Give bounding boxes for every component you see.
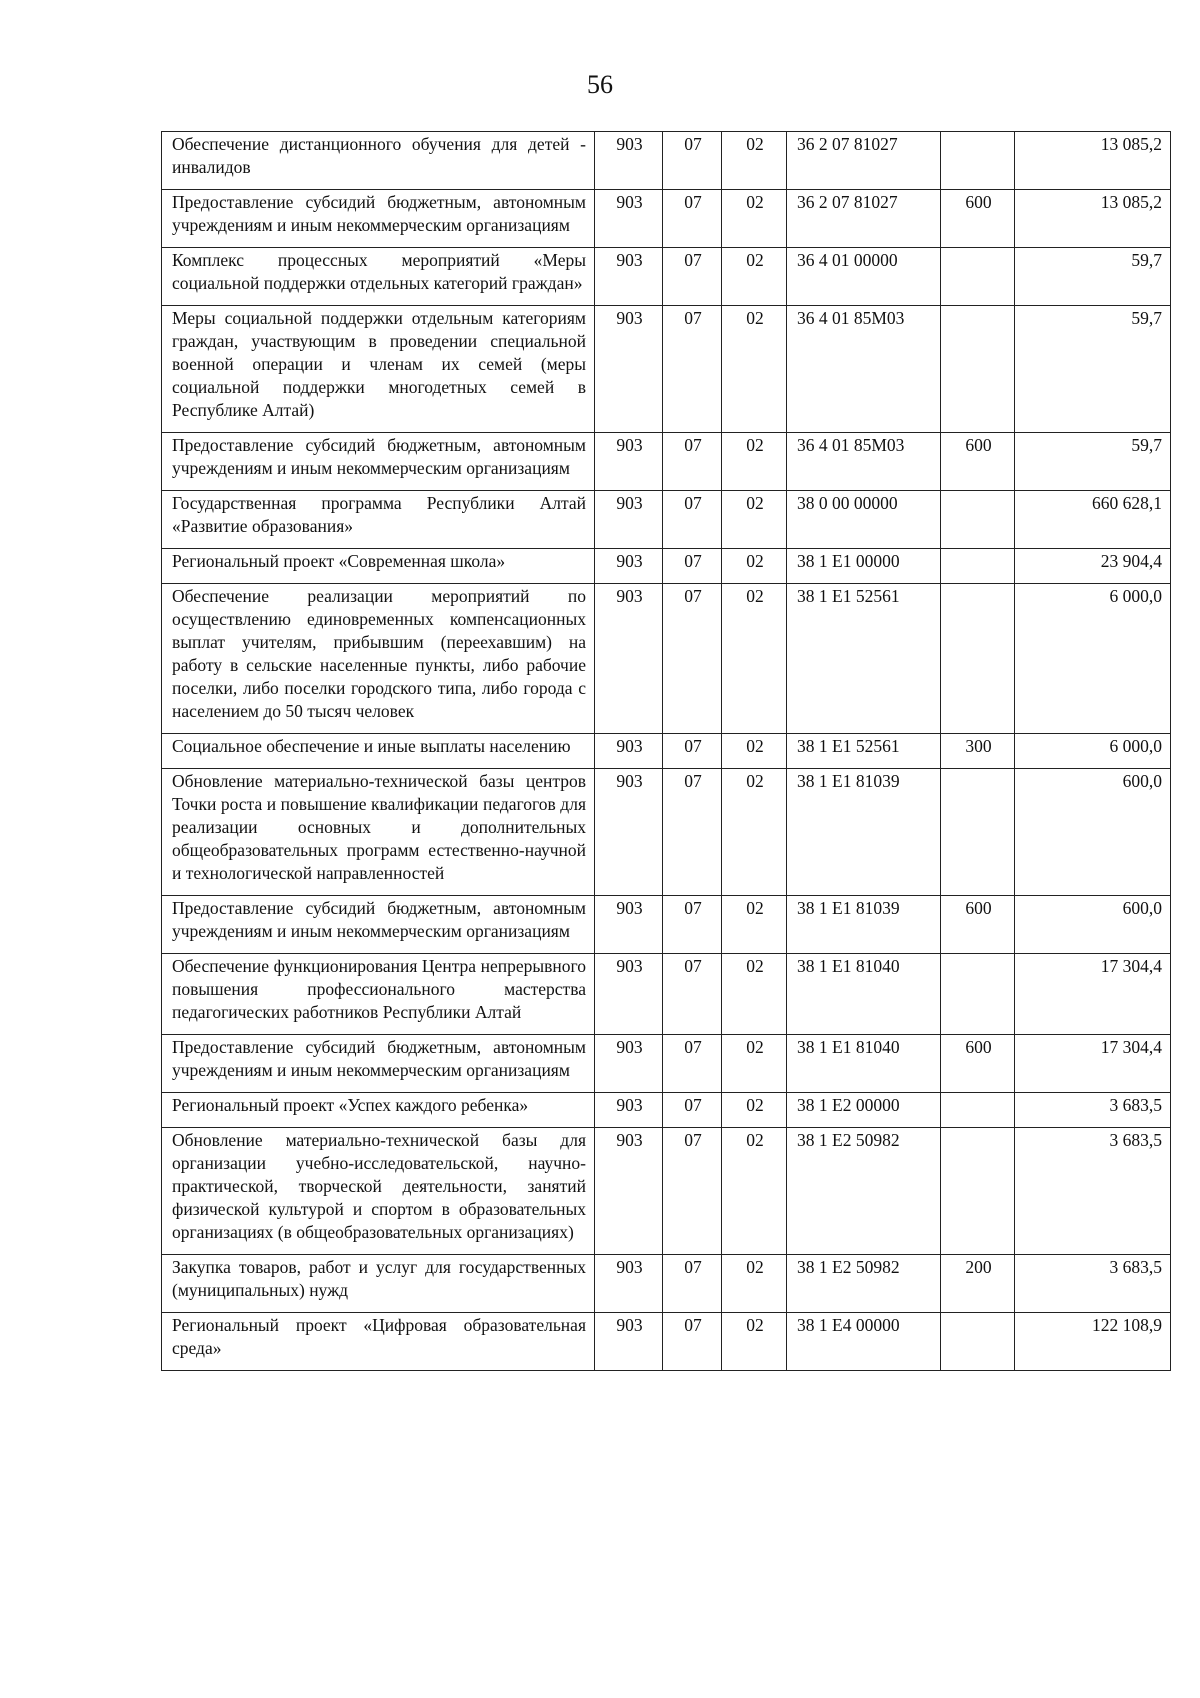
subsection-code-cell: 02 (722, 248, 787, 306)
target-article-cell: 38 1 Е1 00000 (787, 549, 941, 584)
expense-type-cell (941, 306, 1015, 433)
ministry-code-cell: 903 (595, 190, 663, 248)
amount-cell: 3 683,5 (1015, 1255, 1171, 1313)
table-row (162, 1093, 1171, 1128)
amount-cell: 600,0 (1015, 896, 1171, 954)
ministry-code-cell: 903 (595, 1313, 663, 1371)
table-row (162, 1255, 1171, 1313)
ministry-code-cell: 903 (595, 1035, 663, 1093)
table-row (162, 549, 1171, 584)
row-name-cell: Обеспечение дистанционного обучения для детей - инвалидов (162, 132, 595, 190)
section-code-cell: 07 (663, 132, 722, 190)
ministry-code-cell: 903 (595, 896, 663, 954)
amount-cell: 59,7 (1015, 306, 1171, 433)
table-row (162, 954, 1171, 1035)
expense-type-cell (941, 769, 1015, 896)
expense-type-cell (941, 491, 1015, 549)
amount-cell: 600,0 (1015, 769, 1171, 896)
target-article-cell: 36 2 07 81027 (787, 190, 941, 248)
target-article-cell: 38 1 Е1 81040 (787, 1035, 941, 1093)
amount-cell: 13 085,2 (1015, 132, 1171, 190)
section-code-cell: 07 (663, 1255, 722, 1313)
amount-cell: 6 000,0 (1015, 734, 1171, 769)
table-row (162, 190, 1171, 248)
budget-table (161, 131, 1171, 1371)
subsection-code-cell: 02 (722, 433, 787, 491)
table-row (162, 491, 1171, 549)
expense-type-cell (941, 584, 1015, 734)
row-name-cell: Региональный проект «Успех каждого ребенка» (162, 1093, 595, 1128)
section-code-cell: 07 (663, 1035, 722, 1093)
row-name-cell: Комплекс процессных мероприятий «Меры социальной поддержки отдельных категорий граждан» (162, 248, 595, 306)
subsection-code-cell: 02 (722, 491, 787, 549)
subsection-code-cell: 02 (722, 190, 787, 248)
section-code-cell: 07 (663, 549, 722, 584)
ministry-code-cell: 903 (595, 954, 663, 1035)
subsection-code-cell: 02 (722, 954, 787, 1035)
section-code-cell: 07 (663, 433, 722, 491)
row-name-cell: Закупка товаров, работ и услуг для государственных (муниципальных) нужд (162, 1255, 595, 1313)
amount-cell: 3 683,5 (1015, 1093, 1171, 1128)
row-name-cell: Обновление материально-технической базы центров Точки роста и повышение квалификации педагогов для реализации основных и дополнительных общеобразовательных программ естественно-научной и технологической направленностей (162, 769, 595, 896)
row-name-cell: Региональный проект «Цифровая образовательная среда» (162, 1313, 595, 1371)
subsection-code-cell: 02 (722, 306, 787, 433)
row-name-cell: Предоставление субсидий бюджетным, автономным учреждениям и иным некоммерческим организациям (162, 1035, 595, 1093)
section-code-cell: 07 (663, 491, 722, 549)
table-row (162, 1128, 1171, 1255)
expense-type-cell (941, 132, 1015, 190)
section-code-cell: 07 (663, 954, 722, 1035)
subsection-code-cell: 02 (722, 132, 787, 190)
target-article-cell: 38 1 Е1 52561 (787, 584, 941, 734)
amount-cell: 59,7 (1015, 433, 1171, 491)
amount-cell: 23 904,4 (1015, 549, 1171, 584)
row-name-cell: Социальное обеспечение и иные выплаты населению (162, 734, 595, 769)
expense-type-cell (941, 1128, 1015, 1255)
section-code-cell: 07 (663, 1313, 722, 1371)
target-article-cell: 38 1 Е1 52561 (787, 734, 941, 769)
target-article-cell: 38 1 Е4 00000 (787, 1313, 941, 1371)
section-code-cell: 07 (663, 769, 722, 896)
expense-type-cell: 600 (941, 433, 1015, 491)
section-code-cell: 07 (663, 190, 722, 248)
section-code-cell: 07 (663, 1093, 722, 1128)
target-article-cell: 38 1 Е1 81040 (787, 954, 941, 1035)
row-name-cell: Предоставление субсидий бюджетным, автономным учреждениям и иным некоммерческим организациям (162, 896, 595, 954)
table-row (162, 306, 1171, 433)
subsection-code-cell: 02 (722, 1093, 787, 1128)
amount-cell: 3 683,5 (1015, 1128, 1171, 1255)
ministry-code-cell: 903 (595, 1093, 663, 1128)
section-code-cell: 07 (663, 306, 722, 433)
amount-cell: 17 304,4 (1015, 1035, 1171, 1093)
subsection-code-cell: 02 (722, 734, 787, 769)
table-row (162, 584, 1171, 734)
amount-cell: 660 628,1 (1015, 491, 1171, 549)
expense-type-cell: 600 (941, 1035, 1015, 1093)
subsection-code-cell: 02 (722, 1255, 787, 1313)
target-article-cell: 38 1 Е1 81039 (787, 896, 941, 954)
target-article-cell: 38 1 Е2 50982 (787, 1255, 941, 1313)
table-row (162, 248, 1171, 306)
subsection-code-cell: 02 (722, 1313, 787, 1371)
table-row (162, 433, 1171, 491)
amount-cell: 122 108,9 (1015, 1313, 1171, 1371)
expense-type-cell (941, 1093, 1015, 1128)
row-name-cell: Обеспечение функционирования Центра непрерывного повышения профессионального мастерства педагогических работников Республики Алтай (162, 954, 595, 1035)
ministry-code-cell: 903 (595, 1255, 663, 1313)
budget-table-body (162, 132, 1171, 1371)
section-code-cell: 07 (663, 734, 722, 769)
ministry-code-cell: 903 (595, 734, 663, 769)
ministry-code-cell: 903 (595, 248, 663, 306)
expense-type-cell: 200 (941, 1255, 1015, 1313)
target-article-cell: 38 0 00 00000 (787, 491, 941, 549)
target-article-cell: 36 2 07 81027 (787, 132, 941, 190)
subsection-code-cell: 02 (722, 1035, 787, 1093)
expense-type-cell (941, 1313, 1015, 1371)
expense-type-cell: 600 (941, 896, 1015, 954)
amount-cell: 13 085,2 (1015, 190, 1171, 248)
row-name-cell: Государственная программа Республики Алтай «Развитие образования» (162, 491, 595, 549)
subsection-code-cell: 02 (722, 584, 787, 734)
section-code-cell: 07 (663, 896, 722, 954)
row-name-cell: Региональный проект «Современная школа» (162, 549, 595, 584)
target-article-cell: 38 1 Е2 50982 (787, 1128, 941, 1255)
section-code-cell: 07 (663, 248, 722, 306)
target-article-cell: 36 4 01 85М03 (787, 433, 941, 491)
expense-type-cell (941, 248, 1015, 306)
table-row (162, 132, 1171, 190)
target-article-cell: 38 1 Е2 00000 (787, 1093, 941, 1128)
subsection-code-cell: 02 (722, 769, 787, 896)
subsection-code-cell: 02 (722, 896, 787, 954)
target-article-cell: 38 1 Е1 81039 (787, 769, 941, 896)
subsection-code-cell: 02 (722, 549, 787, 584)
expense-type-cell: 300 (941, 734, 1015, 769)
target-article-cell: 36 4 01 00000 (787, 248, 941, 306)
table-row (162, 1035, 1171, 1093)
ministry-code-cell: 903 (595, 306, 663, 433)
subsection-code-cell: 02 (722, 1128, 787, 1255)
section-code-cell: 07 (663, 584, 722, 734)
amount-cell: 6 000,0 (1015, 584, 1171, 734)
ministry-code-cell: 903 (595, 1128, 663, 1255)
section-code-cell: 07 (663, 1128, 722, 1255)
ministry-code-cell: 903 (595, 549, 663, 584)
table-row (162, 1313, 1171, 1371)
amount-cell: 17 304,4 (1015, 954, 1171, 1035)
row-name-cell: Меры социальной поддержки отдельным категориям граждан, участвующим в проведении специальной военной операции и членам их семей (меры социальной поддержки многодетных семей в Республике Алтай) (162, 306, 595, 433)
page-number: 56 (587, 70, 613, 99)
target-article-cell: 36 4 01 85М03 (787, 306, 941, 433)
ministry-code-cell: 903 (595, 491, 663, 549)
ministry-code-cell: 903 (595, 433, 663, 491)
expense-type-cell (941, 954, 1015, 1035)
table-row (162, 769, 1171, 896)
row-name-cell: Предоставление субсидий бюджетным, автономным учреждениям и иным некоммерческим организациям (162, 433, 595, 491)
ministry-code-cell: 903 (595, 132, 663, 190)
expense-type-cell: 600 (941, 190, 1015, 248)
row-name-cell: Обновление материально-технической базы для организации учебно-исследовательской, научно-практической, творческой деятельности, занятий физической культурой и спортом в образовательных организациях (в общеобразовательных организациях) (162, 1128, 595, 1255)
ministry-code-cell: 903 (595, 769, 663, 896)
row-name-cell: Предоставление субсидий бюджетным, автономным учреждениям и иным некоммерческим организациям (162, 190, 595, 248)
table-row (162, 896, 1171, 954)
ministry-code-cell: 903 (595, 584, 663, 734)
amount-cell: 59,7 (1015, 248, 1171, 306)
expense-type-cell (941, 549, 1015, 584)
row-name-cell: Обеспечение реализации мероприятий по осуществлению единовременных компенсационных выплат учителям, прибывшим (переехавшим) на работу в сельские населенные пункты, либо рабочие поселки, либо поселки городского типа, либо города с населением до 50 тысяч человек (162, 584, 595, 734)
table-row (162, 734, 1171, 769)
